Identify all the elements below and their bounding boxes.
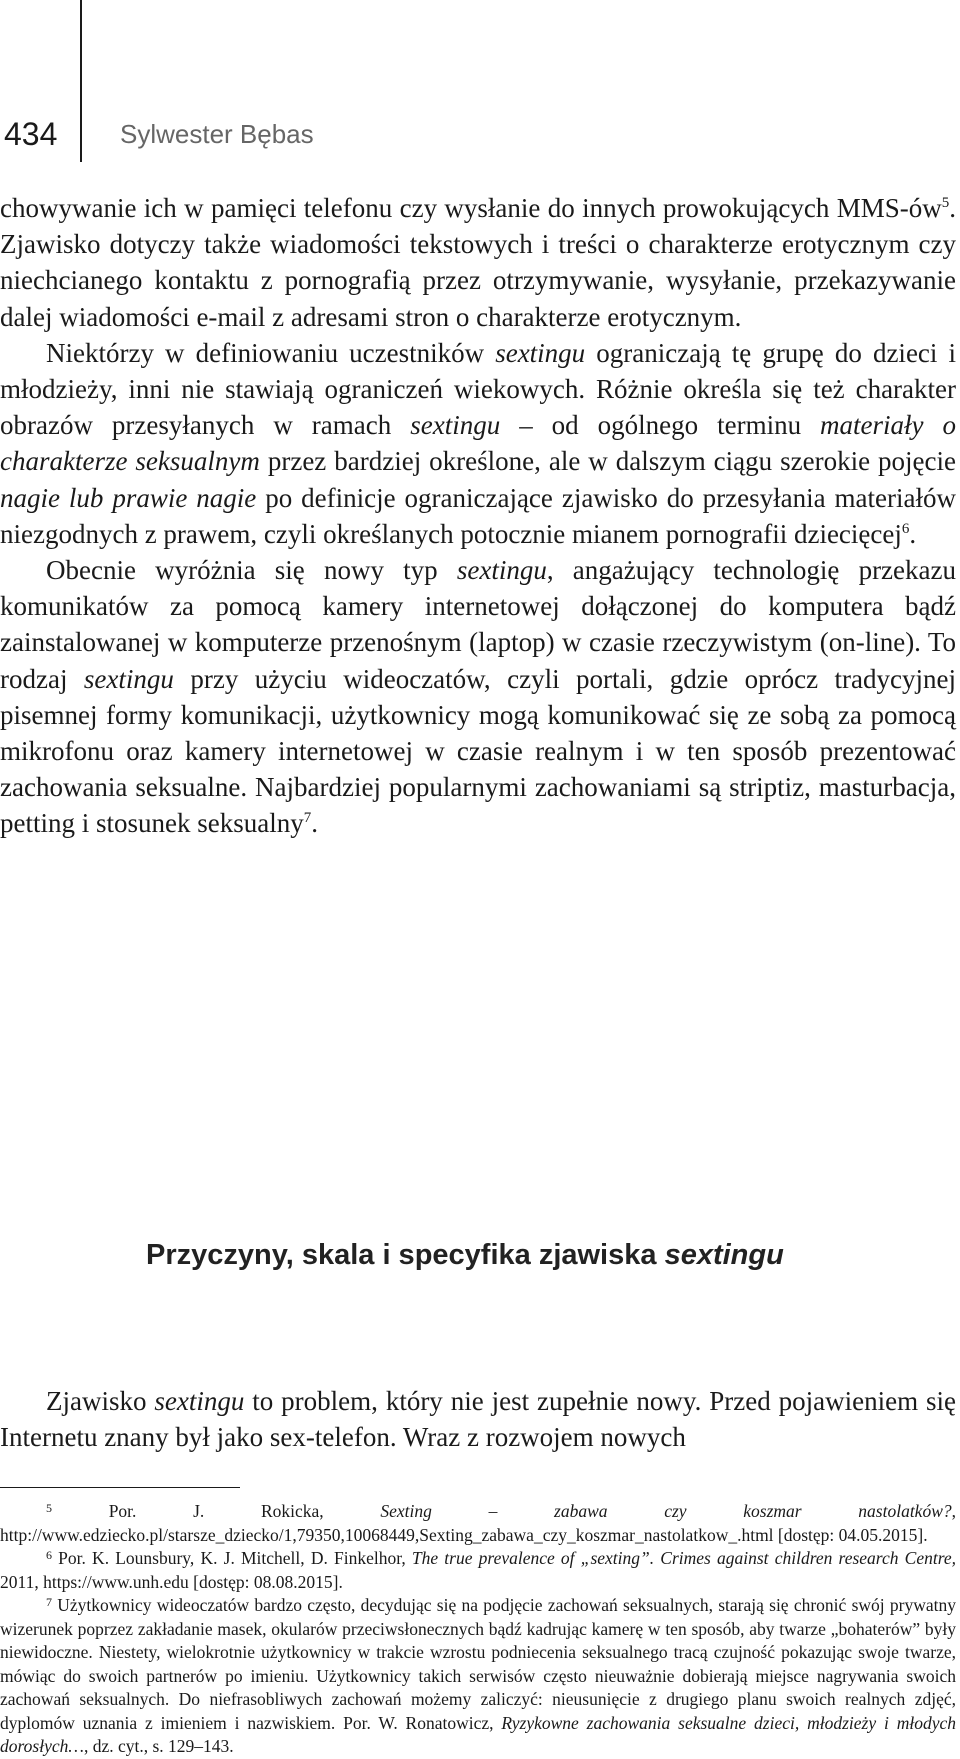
page-header (0, 0, 960, 170)
text-run: , dz. cyt., s. 129–143. (83, 1736, 234, 1756)
page-number: 434 (4, 116, 58, 152)
text-run: . (311, 808, 318, 839)
text-run: po definicje ograniczające zjawisko do przesyłania materiałów niezgodnych z prawem, czyli określanych potocznie mianem pornografii dziecięcej (0, 482, 956, 549)
text-run: Por. J. Rokicka, (52, 1501, 381, 1521)
text-run: Niektórzy w definiowaniu uczestników (46, 337, 496, 368)
text-run: przez bardziej określone, ale w dalszym ciągu szerokie pojęcie (259, 446, 956, 477)
text-run: to problem, który nie jest zupełnie nowy. Przed pojawieniem się Internetu znany był jako sex-telefon. Wraz z rozwojem nowych (0, 1386, 956, 1453)
footnote-ref-5[interactable]: 5 (941, 195, 950, 211)
italic-term: sextingu (410, 410, 501, 441)
heading-text: Przyczyny, skala i specyfika zjawiska (146, 1239, 665, 1272)
italic-term: sextingu (495, 337, 586, 368)
footnote-ref-6[interactable]: 6 (901, 520, 910, 537)
paragraph-1 (0, 190, 956, 335)
text-run: Zjawisko (46, 1386, 155, 1416)
footnote-number: 7 (46, 1595, 52, 1609)
italic-term: sextingu (83, 663, 174, 694)
text-run: Użytkownicy wideoczatów bardzo często, decydując się na podjęcie zachowań seksualnych, starają się chronić swój prywatny wizerunek poprzez zakładanie masek, okularów przeciwsłonecznych bądź kadrując kamerę w ten sposób, aby twarze „bohaterów” były niewidoczne. Niestety, wielokrotnie użytkownicy w trakcie wzrostu podniecenia seksualnego tracą czujność pokazując swoje twarze, mówiąc do swoich partnerów po imieniu. Użytkownicy takich serwisów często nieuważnie dobierają miejsce nagrywania swoich zachowań seksualnych. Do niefrasobliwych zachowań możemy zaliczyć: nieusunięcie z drugiego planu swoich realnych zdjęć, dyplomów uznania z imieniem i nazwiskiem. Por. W. Ronatowicz, (0, 1595, 956, 1733)
text-run: . Zjawisko dotyczy także wiadomości tekstowych i treści o charakterze erotycznym czy niechcianego kontaktu z pornografią przez otrzymywanie, wysyłanie, przekazywanie dalej wiadomości e-mail z adresami stron o charakterze erotycznym. (0, 193, 956, 332)
paragraph-3 (0, 552, 956, 842)
italic-term: nagie lub prawie nagie (0, 482, 257, 513)
footnote-7 (0, 1594, 956, 1759)
text-run: przy użyciu wideoczatów, czyli portali, gdzie oprócz tradycyjnej pisemnej formy komunikacji, użytkownicy mogą komunikować się ze sobą za pomocą mikrofonu oraz kamery internetowej w czasie realnym i w ten sposób prezentować zachowania seksualne. Najbardziej popularnymi zachowaniami są striptiz, masturbacja, petting i stosunek seksualny (0, 663, 956, 839)
footnote-number: 5 (46, 1501, 52, 1515)
footnote-6 (0, 1547, 956, 1594)
footnote-5 (0, 1500, 956, 1547)
text-run: , angażujący technologię przekazu komunikatów za pomocą kamery internetowej dołączonej do komputera bądź zainstalowanej w komputerze przenośnym (laptop) w czasie rzeczywistym (on-line). To rodzaj (0, 555, 956, 694)
text-run: – od ogólnego terminu (500, 410, 821, 441)
text-run: Obecnie wyróżnia się nowy typ (46, 555, 457, 586)
italic-title: Ryzykowne zachowania seksualne dzieci, młodzieży i młodych dorosłych… (0, 1712, 956, 1756)
header-vertical-rule (80, 0, 82, 162)
text-run: 2011, https://www.unh.edu [dostęp: 08.08.2015]. (0, 1571, 343, 1592)
italic-title: The true prevalence of „sexting”. Crimes against children research Centre, (411, 1548, 956, 1568)
text-run: , http://www.edziecko.pl/starsze_dziecko/1,79350,10068449,Sexting_zabawa_czy_koszmar_nastolatkow_.html [dostęp: 04.05.2015]. (0, 1501, 956, 1545)
text-run: Por. K. Lounsbury, K. J. Mitchell, D. Finkelhor, (52, 1548, 412, 1568)
footnote-ref-7[interactable]: 7 (303, 810, 312, 827)
heading-italic: sextingu (664, 1239, 784, 1272)
paragraph-4 (0, 1383, 956, 1455)
italic-term: sextingu (456, 555, 547, 586)
footnotes (0, 1500, 956, 1759)
text-run: chowywanie ich w pamięci telefonu czy wysłanie do innych prowokujących MMS-ów (0, 193, 942, 223)
italic-term: materiały o charakterze seksualnym (0, 410, 956, 477)
text-run: ograniczają tę grupę do dzieci i młodzieży, inni nie stawiają ograniczeń wiekowych. Różnie określa się też charakter obrazów przesyłanych w ramach (0, 337, 956, 441)
paragraph-2 (0, 335, 956, 552)
footnote-separator (0, 1487, 240, 1488)
italic-term: sextingu (154, 1386, 245, 1416)
italic-title: Sexting – zabawa czy koszmar nastolatków? (380, 1501, 952, 1521)
section-heading (146, 1239, 784, 1272)
running-head-author: Sylwester Bębas (120, 119, 314, 149)
text-run: . (909, 518, 917, 549)
body-text (0, 190, 956, 842)
footnote-number: 6 (46, 1548, 52, 1562)
